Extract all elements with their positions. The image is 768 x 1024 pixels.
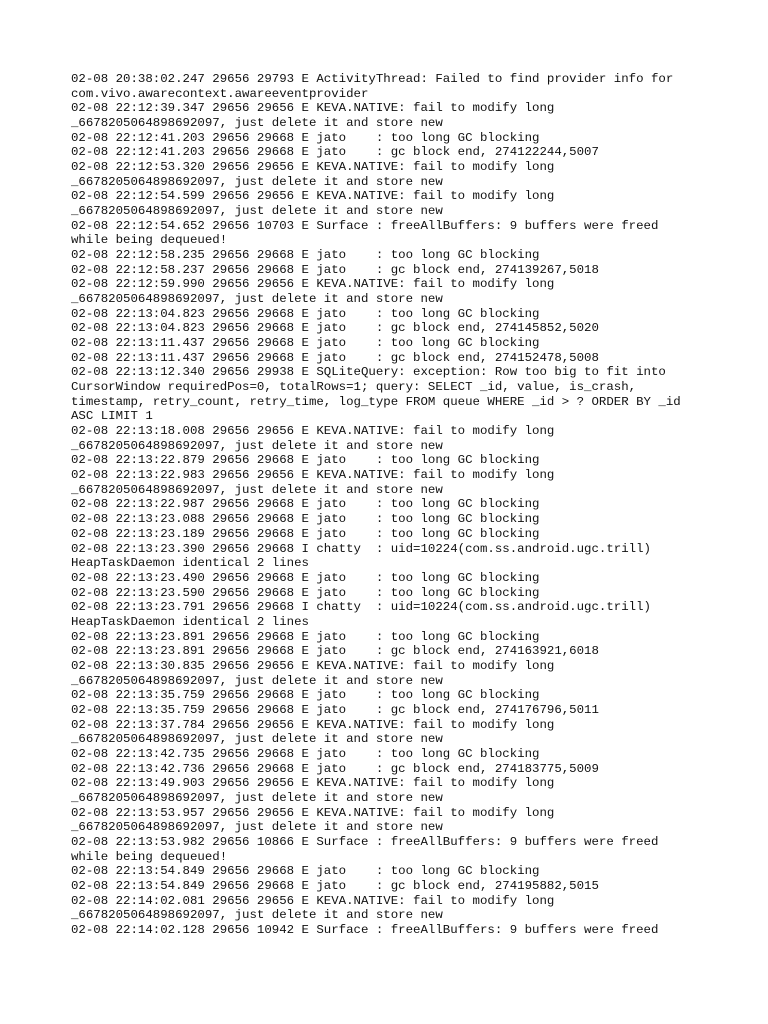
log-line: timestamp, retry_count, retry_time, log_type FROM queue WHERE _id > ? ORDER BY _id: [71, 394, 681, 409]
log-line: 02-08 20:38:02.247 29656 29793 E ActivityThread: Failed to find provider info for: [71, 72, 674, 86]
log-line: ASC LIMIT 1: [71, 409, 153, 424]
log-line: while being dequeued!: [71, 849, 228, 864]
log-line: 02-08 22:13:42.736 29656 29668 E jato : gc block end, 274183775,5009: [71, 761, 599, 776]
log-line: _6678205064898692097, just delete it and store new: [71, 174, 443, 189]
log-line: 02-08 22:13:23.791 29656 29668 I chatty : uid=10224(com.ss.android.ugc.trill): [71, 600, 651, 615]
log-line: _6678205064898692097, just delete it and store new: [71, 820, 443, 835]
log-line: 02-08 22:12:58.237 29656 29668 E jato : gc block end, 274139267,5018: [71, 262, 599, 277]
log-line: 02-08 22:12:41.203 29656 29668 E jato : gc block end, 274122244,5007: [71, 145, 599, 160]
log-line: 02-08 22:13:42.735 29656 29668 E jato : too long GC blocking: [71, 746, 540, 761]
log-line: _6678205064898692097, just delete it and store new: [71, 732, 443, 747]
log-line: 02-08 22:12:39.347 29656 29656 E KEVA.NATIVE: fail to modify long: [71, 101, 555, 116]
log-line: 02-08 22:13:12.340 29656 29938 E SQLiteQuery: exception: Row too big to fit into: [71, 365, 666, 380]
log-line: _6678205064898692097, just delete it and store new: [71, 790, 443, 805]
log-line: HeapTaskDaemon identical 2 lines: [71, 614, 309, 629]
log-line: 02-08 22:12:54.652 29656 10703 E Surface : freeAllBuffers: 9 buffers were freed: [71, 218, 659, 233]
log-line: 02-08 22:13:53.982 29656 10866 E Surface : freeAllBuffers: 9 buffers were freed: [71, 834, 659, 849]
log-line: _6678205064898692097, just delete it and store new: [71, 908, 443, 923]
log-document: [71, 72, 711, 938]
log-line: HeapTaskDaemon identical 2 lines: [71, 556, 309, 571]
log-line: 02-08 22:13:22.879 29656 29668 E jato : too long GC blocking: [71, 453, 540, 468]
log-line: _6678205064898692097, just delete it and store new: [71, 116, 443, 131]
log-line: 02-08 22:13:11.437 29656 29668 E jato : gc block end, 274152478,5008: [71, 350, 599, 365]
log-line: com.vivo.awarecontext.awareeventprovider: [71, 86, 369, 101]
log-line: 02-08 22:13:23.590 29656 29668 E jato : too long GC blocking: [71, 585, 540, 600]
log-line: 02-08 22:14:02.128 29656 10942 E Surface : freeAllBuffers: 9 buffers were freed: [71, 922, 659, 937]
log-line: 02-08 22:13:54.849 29656 29668 E jato : gc block end, 274195882,5015: [71, 878, 599, 893]
log-line: 02-08 22:12:41.203 29656 29668 E jato : too long GC blocking: [71, 130, 540, 145]
log-line: 02-08 22:14:02.081 29656 29656 E KEVA.NATIVE: fail to modify long: [71, 893, 555, 908]
log-line: _6678205064898692097, just delete it and store new: [71, 204, 443, 219]
log-line: 02-08 22:13:54.849 29656 29668 E jato : too long GC blocking: [71, 864, 540, 879]
log-line: 02-08 22:12:53.320 29656 29656 E KEVA.NATIVE: fail to modify long: [71, 160, 555, 175]
log-line: 02-08 22:13:22.987 29656 29668 E jato : too long GC blocking: [71, 497, 540, 512]
log-line: 02-08 22:12:54.599 29656 29656 E KEVA.NATIVE: fail to modify long: [71, 189, 555, 204]
log-line: 02-08 22:13:23.891 29656 29668 E jato : too long GC blocking: [71, 629, 540, 644]
log-line: 02-08 22:13:53.957 29656 29656 E KEVA.NATIVE: fail to modify long: [71, 805, 555, 820]
log-line: 02-08 22:13:23.088 29656 29668 E jato : too long GC blocking: [71, 512, 540, 527]
log-line: 02-08 22:13:11.437 29656 29668 E jato : too long GC blocking: [71, 336, 540, 351]
log-line: 02-08 22:13:49.903 29656 29656 E KEVA.NATIVE: fail to modify long: [71, 776, 555, 791]
log-line: 02-08 22:13:23.490 29656 29668 E jato : too long GC blocking: [71, 570, 540, 585]
log-line: 02-08 22:13:22.983 29656 29656 E KEVA.NATIVE: fail to modify long: [71, 468, 555, 483]
log-line: 02-08 22:12:59.990 29656 29656 E KEVA.NATIVE: fail to modify long: [71, 277, 555, 292]
log-line: _6678205064898692097, just delete it and store new: [71, 673, 443, 688]
log-line: _6678205064898692097, just delete it and store new: [71, 438, 443, 453]
log-line: 02-08 22:13:23.891 29656 29668 E jato : gc block end, 274163921,6018: [71, 644, 599, 659]
log-line: 02-08 22:13:30.835 29656 29656 E KEVA.NATIVE: fail to modify long: [71, 658, 555, 673]
log-line: 02-08 22:13:18.008 29656 29656 E KEVA.NATIVE: fail to modify long: [71, 424, 555, 439]
log-line: 02-08 22:13:04.823 29656 29668 E jato : gc block end, 274145852,5020: [71, 321, 599, 336]
log-line: 02-08 22:13:37.784 29656 29656 E KEVA.NATIVE: fail to modify long: [71, 717, 555, 732]
log-line: 02-08 22:13:23.189 29656 29668 E jato : too long GC blocking: [71, 526, 540, 541]
log-line: while being dequeued!: [71, 233, 228, 248]
log-line: 02-08 22:13:04.823 29656 29668 E jato : too long GC blocking: [71, 306, 540, 321]
log-body: [71, 72, 711, 938]
log-line: 02-08 22:12:58.235 29656 29668 E jato : too long GC blocking: [71, 248, 540, 263]
log-line: _6678205064898692097, just delete it and store new: [71, 482, 443, 497]
log-line: 02-08 22:13:35.759 29656 29668 E jato : too long GC blocking: [71, 688, 540, 703]
log-line: 02-08 22:13:35.759 29656 29668 E jato : gc block end, 274176796,5011: [71, 702, 599, 717]
log-line: CursorWindow requiredPos=0, totalRows=1; query: SELECT _id, value, is_crash,: [71, 380, 637, 395]
log-line: 02-08 22:13:23.390 29656 29668 I chatty : uid=10224(com.ss.android.ugc.trill): [71, 541, 651, 556]
log-line: _6678205064898692097, just delete it and store new: [71, 292, 443, 307]
